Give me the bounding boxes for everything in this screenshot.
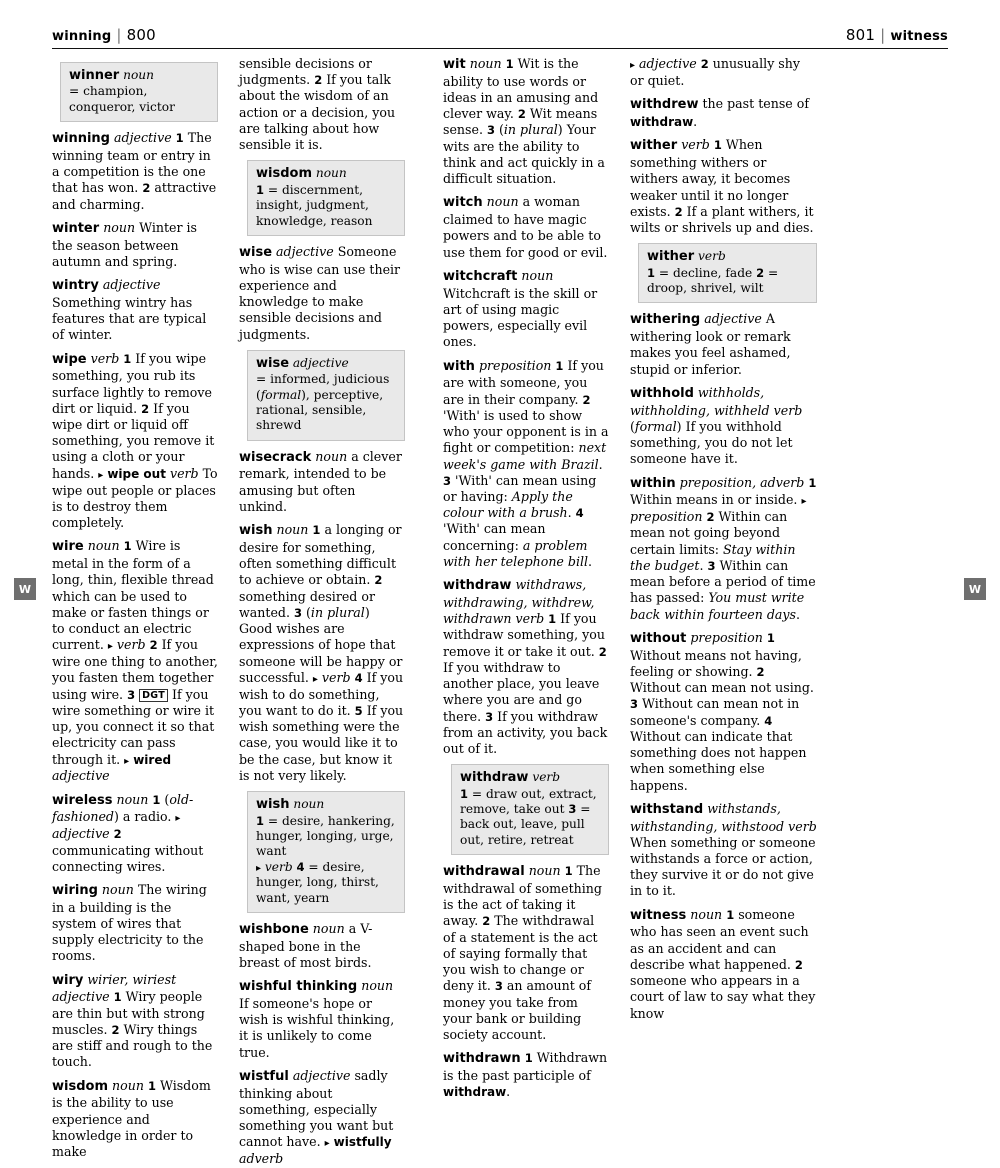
dictionary-entry: wishful thinking noun If someone's hope or wish is wishful thinking, it is unlikely to come true. [239,978,395,1060]
running-head-right-separator: | [880,26,886,44]
dictionary-entry: wipe verb 1 If you wipe something, you rub its surface lightly to remove dirt or liquid. 2 If you wipe dirt or liquid off something, you remove it using a cloth or your hands. ▸ wipe out verb To wipe out people or places is to destroy them completely. [52,350,218,531]
thumb-tab-left: W [14,578,36,600]
running-head-left-separator: | [116,26,122,44]
dictionary-entry: wise adjective Someone who is wise can use their experience and knowledge to make sensible decisions and judgments. [239,243,401,342]
thesaurus-box: wise adjective = informed, judicious (formal), perceptive, rational, sensible, shrewd [247,350,405,441]
dictionary-entry: ▸ adjective 2 unusually shy or quiet. [630,56,800,88]
running-head-right [846,26,948,44]
dictionary-entry: witchcraft noun Witchcraft is the skill or art of using magic powers, especially evil ones. [443,267,598,350]
thesaurus-box: wish noun 1 = desire, hankering, hunger, longing, urge, want ▸ verb 4 = desire, hunger, long, thirst, want, yearn [247,791,405,913]
thesaurus-box: withdraw verb 1 = draw out, extract, remove, take out 3 = back out, leave, pull out, retire, retreat [451,764,609,855]
running-head-left [52,26,156,44]
dictionary-entry: wish noun 1 a longing or desire for something, often something difficult to achieve or obtain. 2 something desired or wanted. 3 (in plural) Good wishes are expressions of hope that someone will be happy or successful. ▸ verb 4 If you wish to do something, you want to do it. 5 If you wish something were the case, you would like it to be the case, but know it is not very likely. [239,522,404,783]
dictionary-entry: withhold withholds, withholding, withheld verb (formal) If you withhold something, you do not let someone have it. [630,384,803,467]
page-number-right: 801 [845,26,876,44]
dictionary-entry: withdraw withdraws, withdrawing, withdrew, withdrawn verb 1 If you withdraw something, you remove it or take it out. 2 If you withdraw to another place, you leave where you are and go there. 3 If you withdraw from an activity, you back out of it. [443,577,608,757]
dictionary-entry: winning adjective 1 The winning team or entry in a competition is the one that has won. 2 attractive and charming. [52,130,217,212]
dictionary-entry: withdrawal noun 1 The withdrawal of something is the act of taking it away. 2 The withdrawal of a statement is the act of saying formally that you wish to change or deny it. 3 an amount of money you take from your bank or building society account. [443,863,602,1043]
dictionary-entry: wiring noun The wiring in a building is the system of wires that supply electricity to the rooms. [52,882,207,964]
running-head-right-headword: witness [890,29,948,44]
dictionary-entry: within preposition, adverb 1 Within means in or inside. ▸ preposition 2 Within can mean not going beyond certain limits: Stay within the budget. 3 Within can mean before a period of time has passed: You must write back within fourteen days. [630,474,817,622]
dictionary-entry: wisdom noun 1 Wisdom is the ability to use experience and knowledge in order to make [52,1077,211,1160]
dictionary-entry: withdrew the past tense of withdraw. [630,96,809,129]
dictionary-entry: witch noun a woman claimed to have magic powers and to be able to use them for good or evil. [443,194,608,260]
dictionary-entry: wither verb 1 When something withers or withers away, it becomes weaker until it no longer exists. 2 If a plant withers, it wilts or shrivels up and dies. [630,137,814,236]
thesaurus-box: wisdom noun 1 = discernment, insight, judgment, knowledge, reason [247,160,405,236]
dictionary-entry: withdrawn 1 Withdrawn is the past participle of withdraw. [443,1050,608,1100]
dictionary-entry: sensible decisions or judgments. 2 If you talk about the wisdom of an action or a decision, you are talking about how sensible it is. [239,56,396,153]
dictionary-entry: wintry adjective Something wintry has features that are typical of winter. [52,277,207,343]
column-3 [443,56,630,1100]
running-head-left-headword: winning [52,29,112,44]
column-2 [239,56,426,1167]
dictionary-entry: wiry wirier, wiriest adjective 1 Wiry people are thin but with strong muscles. 2 Wiry things are stiff and rough to the touch. [52,971,213,1070]
header-rule [52,48,948,49]
dictionary-entry: wireless noun 1 (old-fashioned) a radio. ▸ adjective 2 communicating without connecting wires. [52,791,204,874]
column-1 [52,56,239,1160]
dictionary-entry: witness noun 1 someone who has seen an event such as an accident and can describe what happened. 2 someone who appears in a court of law to say what they know [630,906,816,1021]
dictionary-entry: withstand withstands, withstanding, withstood verb When something or someone withstands a force or action, they survive it or do not give in to it. [630,800,817,899]
dictionary-entry: with preposition 1 If you are with someone, you are in their company. 2 'With' is used to show who your opponent is in a fight or competition: next week's game with Brazil. 3 'With' can mean using or having: Apply the colour with a brush. 4 'With' can mean concerning: a problem with her telephone bill. [443,357,609,569]
dictionary-entry: winter noun Winter is the season between autumn and spring. [52,219,198,269]
page-number-left: 800 [126,26,156,44]
dictionary-entry: without preposition 1 Without means not having, feeling or showing. 2 Without can mean not using. 3 Without can mean not in someone's company. 4 Without can indicate that something does not happen when something else happens. [630,629,814,793]
dictionary-entry: wishbone noun a V-shaped bone in the breast of most birds. [239,920,373,970]
dictionary-entry: wit noun 1 Wit is the ability to use words or ideas in an amusing and clever way. 2 Wit means sense. 3 (in plural) Your wits are the ability to think and act quickly in a difficult situation. [443,56,605,187]
dictionary-entry: wire noun 1 Wire is metal in the form of a long, thin, flexible thread which can be used to make or fasten things or to conduct an electric current. ▸ verb 2 If you wire one thing to another, you fasten them together using wire. 3 DGT If you wire something or wire it up, you connect it so that electricity can pass through it. ▸ wired adjective [52,538,218,784]
thesaurus-box: winner noun = champion, conqueror, victor [60,62,218,122]
thumb-tab-right: W [964,578,986,600]
thesaurus-box: wither verb 1 = decline, fade 2 = droop, shrivel, wilt [638,243,817,303]
dictionary-entry: wisecrack noun a clever remark, intended to be amusing but often unkind. [239,448,402,514]
column-4 [630,56,817,1021]
columns-container [52,56,948,1167]
dictionary-entry: wistful adjective sadly thinking about something, especially something you want but cannot have. ▸ wistfully adverb [239,1067,394,1167]
dictionary-entry: withering adjective A withering look or remark makes you feel ashamed, stupid or inferior. [630,311,791,377]
